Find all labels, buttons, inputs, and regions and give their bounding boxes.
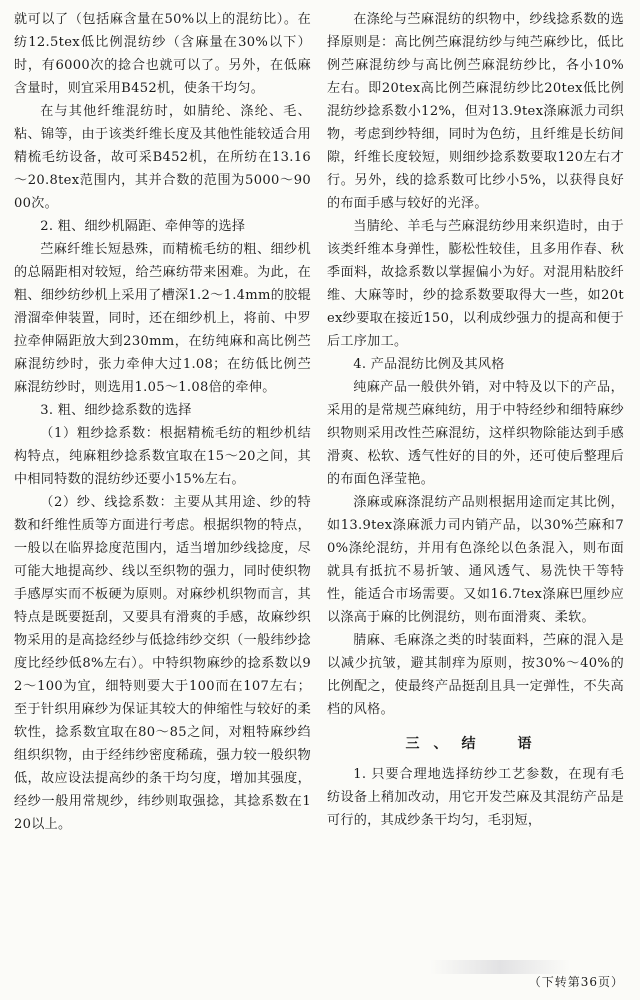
- paragraph: 腈麻、毛麻涤之类的时装面料，苎麻的混入是以减少抗皱，避其制痒为原则，按30%～40%的比例配之，使最终产品挺刮且具一定弹性，不失高档的风格。: [327, 633, 624, 717]
- paragraph: 在涤纶与苎麻混纺的织物中，纱线捻系数的选择原则是：高比例苎麻混纺纱与纯苎麻纱比，低比例苎麻混纺纱与高比例苎麻混纺纱比，各小10%左右。即20tex高比例苎麻混纺纱比20tex低比例混纺纱捻系数小12%，但对13.9tex涤麻派力司织物，考虑到纱特细，同时为色纺，且纤维是长纺间隙，纤维长度较短，则细纱捻系数要取120左右才行。另外，线的捻系数可比纱小5%，以获得良好的布面手感与较好的光泽。: [327, 12, 624, 211]
- paragraph: 苎麻纤维长短悬殊，而精梳毛纺的粗、细纱机的总隔距相对较短，给苎麻纺带来困难。为此，在粗、细纱纺纱机上采用了槽深1.2～1.4mm的胶辊滑溜牵伸装置，同时，还在细纱机上，将前、中罗拉牵伸隔距放大到230mm，在纺纯麻和高比例苎麻混纺纱时，张力牵伸大过1.08；在纺低比例苎麻混纺纱时，则选用1.05～1.08倍的牵伸。: [14, 242, 311, 395]
- paragraph: （2）纱、线捻系数：主要从其用途、纱的特数和纤维性质等方面进行考虑。根据织物的特点，一般以在临界捻度范围内，适当增加纱线捻度，尽可能大地提高纱、线以至织物的强力，同时使织物手感厚实而不板硬为原则。对麻纱机织物而言，其特点是既要挺刮，又要具有滑爽的手感，故麻纱织物采用的是高捻经纱与低捻纬纱交织（一般纬纱捻度比经纱低8%左右）。中特织物麻纱的捻系数以92～100为宜，细特则要大于100而在107左右；至于针织用麻纱为保证其较大的伸缩性与较好的柔软性，捻系数宜取在80～85之间，对粗特麻纱绉组织织物，由于经纬纱密度稀疏，强力较一般织物低，故应设法提高纱的条干均匀度，增加其强度，经纱一般用常规纱，纬纱则取强捻，其捻系数在120以上。: [14, 495, 311, 832]
- paragraph: 4. 产品混纺比例及其风格: [353, 357, 505, 372]
- right-text-column: [327, 8, 624, 1000]
- left-text-column: [14, 8, 311, 1000]
- paragraph: 2. 粗、细纱机隔距、牵伸等的选择: [40, 219, 246, 234]
- continuation-note: （下转第36页）: [528, 975, 624, 989]
- watermark: [430, 960, 570, 974]
- paragraph: 纯麻产品一般供外销，对中特及以下的产品，采用的是常规苎麻纯纺，用于中特经纱和细特麻纱织物则采用改性苎麻混纺，这样织物除能达到手感滑爽、松软、透气性好的目的外，还可使后整理后的布面色泽莹艳。: [327, 380, 624, 487]
- paragraph: 1. 只要合理地选择纺纱工艺参数，在现有毛纺设备上稍加改动，用它开发苎麻及其混纺产品是可行的，其成纱条干均匀，毛羽短，: [327, 767, 624, 828]
- paragraph: 在与其他纤维混纺时，如腈纶、涤纶、毛、粘、锦等，由于该类纤维长度及其他性能较适合用精梳毛纺设备，故可采B452机，在所纺在13.16～20.8tex范围内，其并合数的范围为5000～9000次。: [14, 104, 311, 211]
- paragraph: 当腈纶、羊毛与苎麻混纺纱用来织造时，由于该类纤维本身弹性，膨松性较佳，且多用作春、秋季面料，故捻系数以掌握偏小为好。对混用粘胶纤维、大麻等时，纱的捻系数要取得大一些，如20tex纱要取在接近150，以利成纱强力的提高和便于后工序加工。: [327, 219, 624, 349]
- paragraph: （1）粗纱捻系数：根据精梳毛纺的粗纱机结构特点，纯麻粗纱捻系数宜取在15～20之间，其中相同特数的混纺纱还要小15%左右。: [14, 426, 311, 487]
- section-heading: 三、结 语: [405, 736, 546, 752]
- paragraph: 3. 粗、细纱捻系数的选择: [40, 403, 192, 418]
- paragraph: 涤麻或麻涤混纺产品则根据用途而定其比例，如13.9tex涤麻派力司内销产品，以30%苎麻和70%涤纶混纺，并用有色涤纶以色条混入，则布面就具有抵抗不易折皱、通风透气、易洗快干等特性，能适合市场需要。又如16.7tex涤麻巴厘纱应以涤高于麻的比例混纺，则布面滑爽、柔软。: [327, 495, 624, 625]
- paragraph: 就可以了（包括麻含量在50%以上的混纺比）。在纺12.5tex低比例混纺纱（含麻量在30%以下）时，有6000次的捻合也就可以了。另外，在低麻含量时，则宜采用B452机，使条干均匀。: [14, 12, 311, 96]
